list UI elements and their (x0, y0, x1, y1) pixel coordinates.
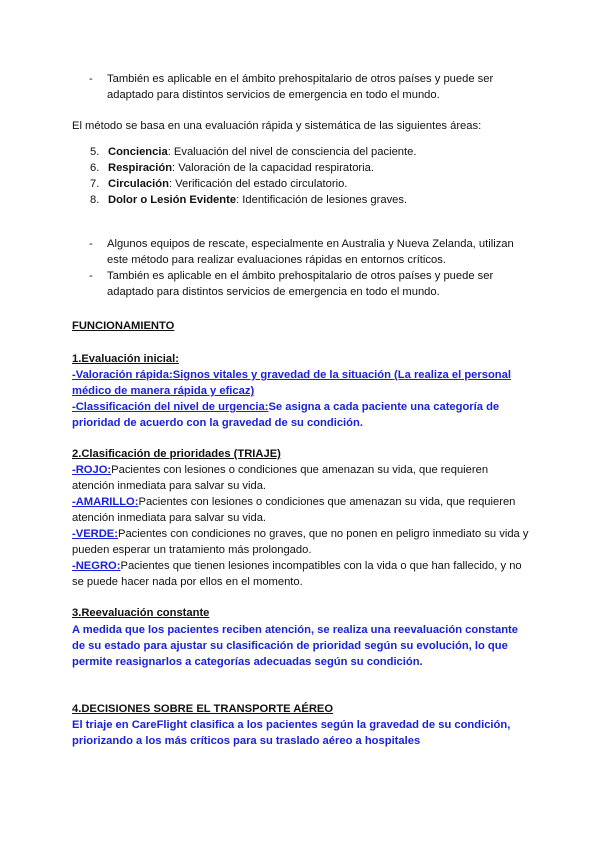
evaluation-item (72, 367, 532, 399)
list-item-text: También es aplicable en el ámbito prehospitalario de otros países y puede ser adaptado para distintos servicios de emergencia en todo el mundo. (107, 270, 494, 298)
triage-item (72, 462, 532, 494)
section-body: El triaje en CareFlight clasifica a los pacientes según la gravedad de su condición, priorizando a los más críticos para su traslado aéreo a hospitales (72, 719, 511, 747)
item-text: Pacientes con lesiones o condiciones que amenazan su vida, que requieren atención inmediata para salvar su vida. (72, 496, 516, 524)
item-number: 5. (90, 146, 100, 158)
item-label: -NEGRO: (72, 560, 121, 572)
list-item (90, 176, 347, 192)
item-text: Pacientes con condiciones no graves, que no ponen en peligro inmediato su vida y pueden esperar un tratamiento más prolongado. (72, 528, 529, 556)
section-body: A medida que los pacientes reciben atención, se realiza una reevaluación constante de su estado para ajustar su clasificación de prioridad según su evolución, lo que permite reasignarlos a categorías adecuadas según su condición. (72, 624, 518, 668)
list-item-text: También es aplicable en el ámbito prehospitalario de otros países y puede ser adaptado para distintos servicios de emergencia en todo el mundo. (107, 73, 494, 101)
list-item (90, 192, 407, 208)
dash-bullet: - (89, 73, 93, 85)
list-item (89, 71, 529, 103)
list-item (90, 144, 416, 160)
section-heading: FUNCIONAMIENTO (72, 320, 175, 332)
section-title: 2.Clasificación de prioridades (TRIAJE) (72, 448, 281, 460)
item-number: 7. (90, 178, 100, 190)
item-term: Conciencia (108, 146, 168, 158)
item-desc: : Evaluación del nivel de consciencia del paciente. (167, 146, 417, 158)
item-text: Signos vitales y gravedad de la situación (La realiza el personal médico de manera rápida y eficaz) (72, 369, 511, 397)
item-text: Pacientes con lesiones o condiciones que amenazan su vida, que requieren atención inmediata para salvar su vida. (72, 464, 489, 492)
section-title: 4.DECISIONES SOBRE EL TRANSPORTE AÉREO (72, 703, 334, 715)
list-item (89, 236, 529, 268)
item-number: 6. (90, 162, 100, 174)
section-title: 3.Reevaluación constante (72, 607, 210, 619)
list-item (90, 160, 374, 176)
item-desc: : Valoración de la capacidad respiratoria. (172, 162, 374, 174)
item-text: Pacientes que tienen lesiones incompatibles con la vida o que han fallecido, y no se puede hacer nada por ellos en el momento. (72, 560, 522, 588)
item-term: Dolor o Lesión Evidente (108, 194, 237, 206)
triage-item (72, 558, 532, 590)
triage-item (72, 494, 532, 526)
item-label: -VERDE: (72, 528, 118, 540)
item-term: Respiración (108, 162, 173, 174)
dash-bullet: - (89, 238, 93, 250)
list-item (89, 268, 529, 300)
item-text: Se asigna a cada paciente una categoría de prioridad de acuerdo con la gravedad de su condición. (72, 401, 500, 429)
item-desc: : Verificación del estado circulatorio. (168, 178, 348, 190)
section-title: 1.Evaluación inicial: (72, 353, 179, 365)
item-number: 8. (90, 194, 100, 206)
item-label: -AMARILLO: (72, 496, 139, 508)
dash-bullet: - (89, 270, 93, 282)
triage-item (72, 526, 532, 558)
item-label: -Valoración rápida: (72, 369, 173, 381)
item-desc: : Identificación de lesiones graves. (236, 194, 408, 206)
list-item-text: Algunos equipos de rescate, especialmente en Australia y Nueva Zelanda, utilizan este método para realizar evaluaciones rápidas en entornos críticos. (107, 238, 514, 266)
item-term: Circulación (108, 178, 169, 190)
item-label: -Classificación del nivel de urgencia: (72, 401, 269, 413)
evaluation-item (72, 399, 532, 431)
item-label: -ROJO: (72, 464, 112, 476)
intro-paragraph: El método se basa en una evaluación rápida y sistemática de las siguientes áreas: (72, 120, 482, 132)
